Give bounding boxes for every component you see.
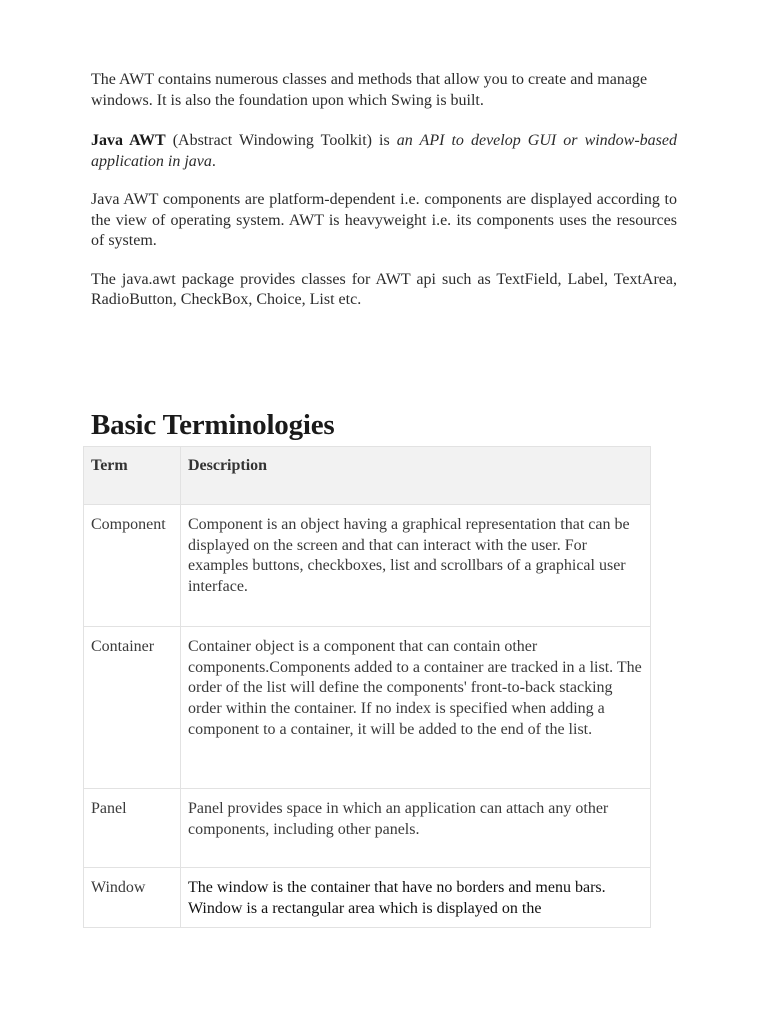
column-header-term: Term <box>84 447 181 505</box>
table-row <box>84 627 651 789</box>
section-heading: Basic Terminologies <box>91 409 335 441</box>
awt-bold-term: Java AWT <box>91 132 166 149</box>
term-cell: Window <box>84 868 181 928</box>
awt-definition-paragraph <box>91 131 677 172</box>
platform-dependent-paragraph: Java AWT components are platform-dependent i.e. components are displayed according to the view of operating system. AWT is heavyweight i.e. its components uses the resources of system. <box>91 191 677 249</box>
table-row <box>84 505 651 627</box>
package-paragraph: The java.awt package provides classes for AWT api such as TextField, Label, TextArea, RadioButton, CheckBox, Choice, List etc. <box>91 270 677 308</box>
document-body <box>91 70 677 311</box>
awt-definition-end: . <box>211 152 216 170</box>
term-cell: Panel <box>84 789 181 868</box>
table-header-row <box>84 447 651 505</box>
column-header-description: Description <box>180 447 650 505</box>
description-cell: Component is an object having a graphical representation that can be displayed on the screen and that can interact with the user. For examples buttons, checkboxes, list and scrollbars of a graphical user interface. <box>180 505 650 627</box>
terminology-table <box>83 446 651 928</box>
table-row <box>84 789 651 868</box>
term-cell: Component <box>84 505 181 627</box>
awt-definition-italic: an API to develop GUI or window-based application in java <box>91 132 678 170</box>
intro-paragraph: The AWT contains numerous classes and methods that allow you to create and manage windows. It is also the foundation upon which Swing is built. <box>91 71 648 109</box>
description-cell: Container object is a component that can contain other components.Components added to a container are tracked in a list. The order of the list will define the components' front-to-back stacking order within the container. If no index is specified when adding a component to a container, it will be added to the end of the list. <box>180 627 650 789</box>
description-cell: Panel provides space in which an application can attach any other components, including other panels. <box>180 789 650 868</box>
term-cell: Container <box>84 627 181 789</box>
table-row <box>84 868 651 928</box>
description-cell: The window is the container that have no borders and menu bars. Window is a rectangular area which is displayed on the <box>180 868 650 928</box>
awt-definition-text: (Abstract Windowing Toolkit) is <box>165 132 397 149</box>
